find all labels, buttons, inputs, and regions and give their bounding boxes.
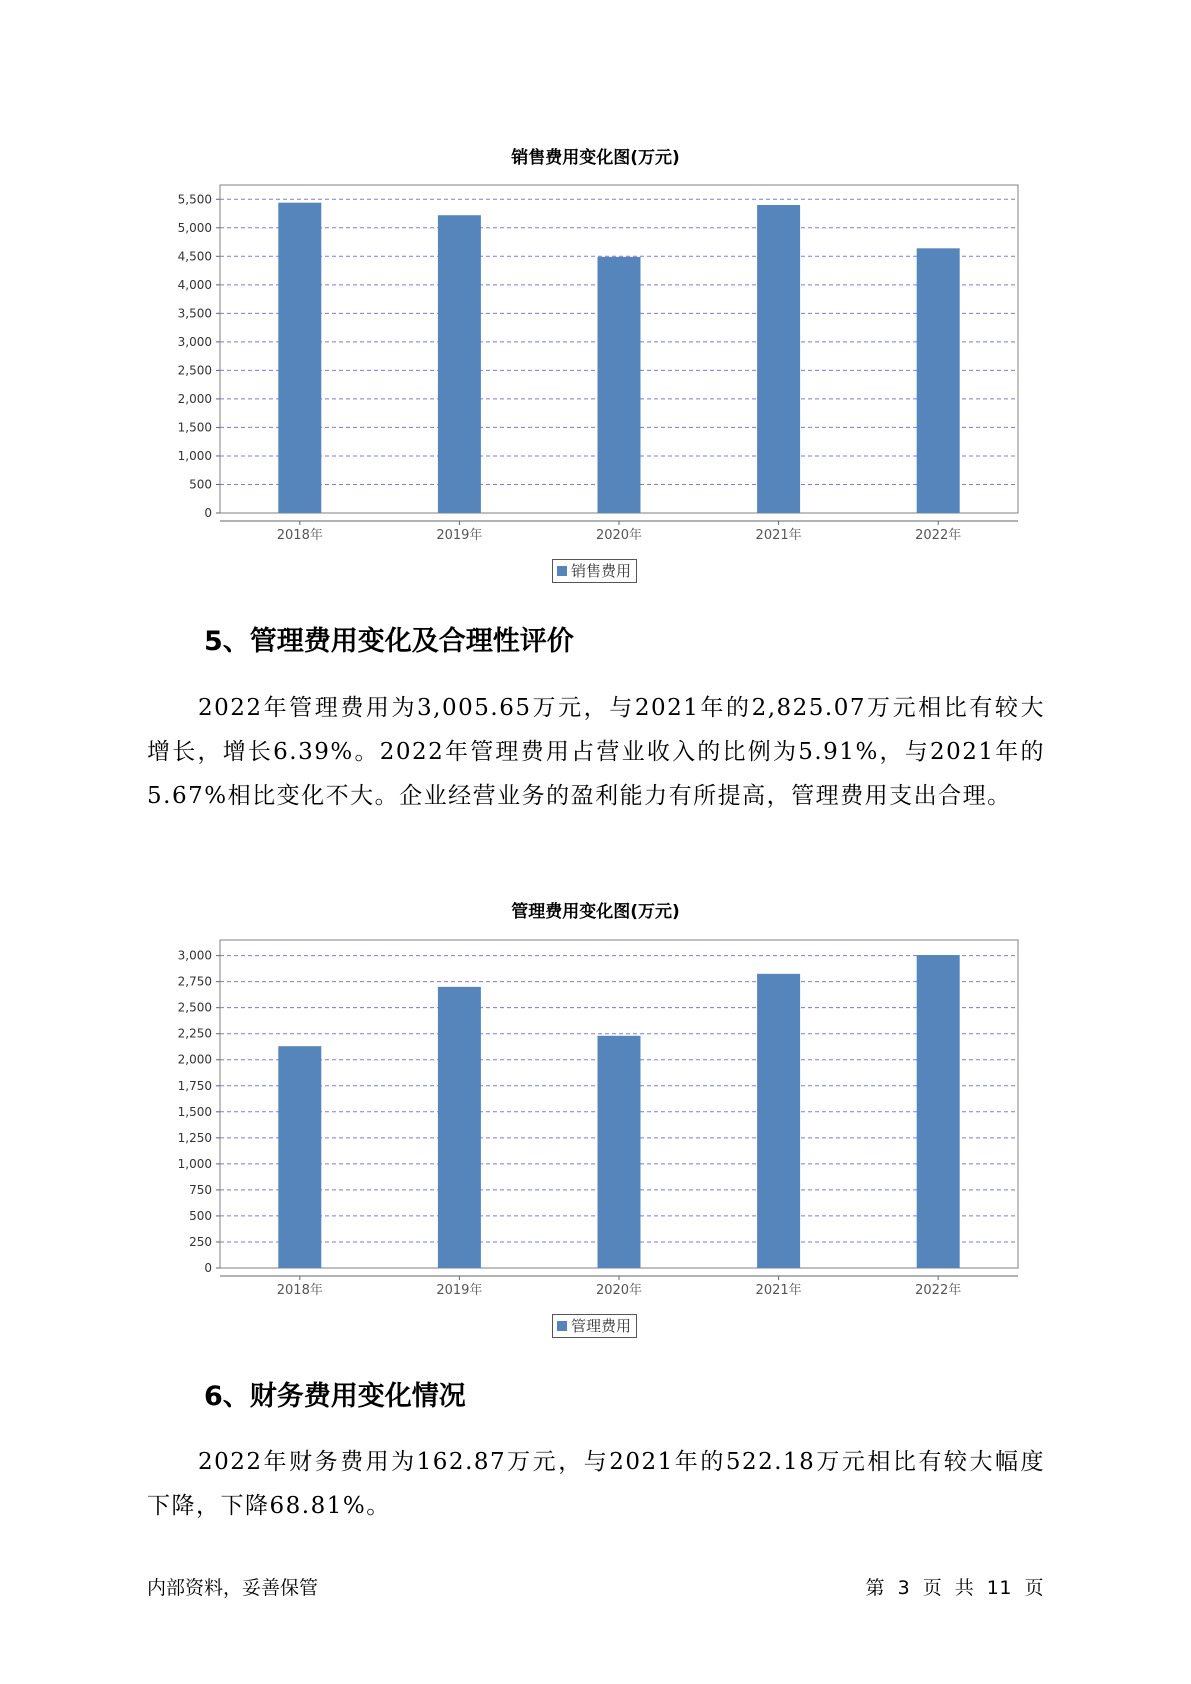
y-tick-label: 4,500 [177,249,212,264]
bar [598,257,641,513]
x-tick-label: 2021年 [755,1283,802,1298]
y-tick-label: 2,500 [177,1000,212,1015]
y-tick-label: 1,250 [177,1130,212,1145]
y-tick-label: 5,500 [177,192,212,207]
y-tick-label: 5,000 [177,220,212,235]
chart-title-admin: 管理费用变化图(万元) [511,902,680,922]
x-tick-label: 2018年 [276,1283,323,1298]
legend-admin [552,1314,637,1338]
legend-label: 管理费用 [571,1317,632,1335]
bar [278,1046,321,1268]
x-tick-label: 2019年 [436,1283,483,1298]
y-tick-label: 2,250 [177,1026,212,1041]
y-tick-label: 500 [189,1208,212,1223]
x-tick-label: 2018年 [276,528,323,543]
x-tick-label: 2020年 [595,528,643,543]
x-tick-label: 2021年 [755,528,802,543]
y-tick-label: 2,000 [177,1052,212,1067]
y-tick-label: 3,000 [177,948,212,963]
bar [438,215,481,513]
chart-title-sales: 销售费用变化图(万元) [511,148,680,168]
y-tick-label: 750 [189,1182,212,1197]
section-heading-6: 6、财务费用变化情况 [204,1381,466,1412]
y-tick-label: 250 [189,1234,212,1249]
legend-swatch [557,566,567,576]
y-tick-label: 0 [204,506,212,520]
y-tick-label: 2,000 [177,391,212,406]
footer-page-number: 第 3 页 共 11 页 [865,1577,1044,1599]
admin-expense-chart [0,925,1191,1298]
y-tick-label: 1,000 [177,1156,212,1171]
y-tick-label: 0 [204,1261,212,1275]
bar [278,203,321,513]
y-tick-label: 3,000 [177,334,212,349]
paragraph-5: 2022年管理费用为3,005.65万元，与2021年的2,825.07万元相比有较大增长，增长6.39%。2022年管理费用占营业收入的比例为5.91%，与2021年的5.67%相比变化不大。企业经营业务的盈利能力有所提高，管理费用支出合理。 [147,695,1045,809]
y-tick-label: 2,500 [177,363,212,378]
y-tick-label: 4,000 [177,277,212,292]
bar [438,987,481,1268]
sales-expense-chart [0,170,1191,543]
bar [917,248,960,513]
legend-label: 销售费用 [571,562,632,580]
bar [917,955,960,1268]
bar [757,205,800,513]
y-tick-label: 1,500 [177,420,212,435]
y-tick-label: 500 [189,477,212,492]
x-tick-label: 2022年 [915,1283,962,1298]
x-tick-label: 2020年 [595,1283,643,1298]
y-tick-label: 1,750 [177,1078,212,1093]
legend-swatch [557,1321,567,1331]
bar [598,1036,641,1268]
y-tick-label: 1,000 [177,448,212,463]
x-tick-label: 2022年 [915,528,962,543]
y-tick-label: 3,500 [177,306,212,321]
footer-confidential: 内部资料，妥善保管 [147,1577,319,1599]
y-tick-label: 1,500 [177,1104,212,1119]
y-tick-label: 2,750 [177,974,212,989]
legend-sales [552,559,637,583]
x-tick-label: 2019年 [436,528,483,543]
bar [757,974,800,1268]
paragraph-6: 2022年财务费用为162.87万元，与2021年的522.18万元相比有较大幅度下降，下降68.81%。 [147,1449,1045,1519]
section-heading-5: 5、管理费用变化及合理性评价 [204,626,574,657]
